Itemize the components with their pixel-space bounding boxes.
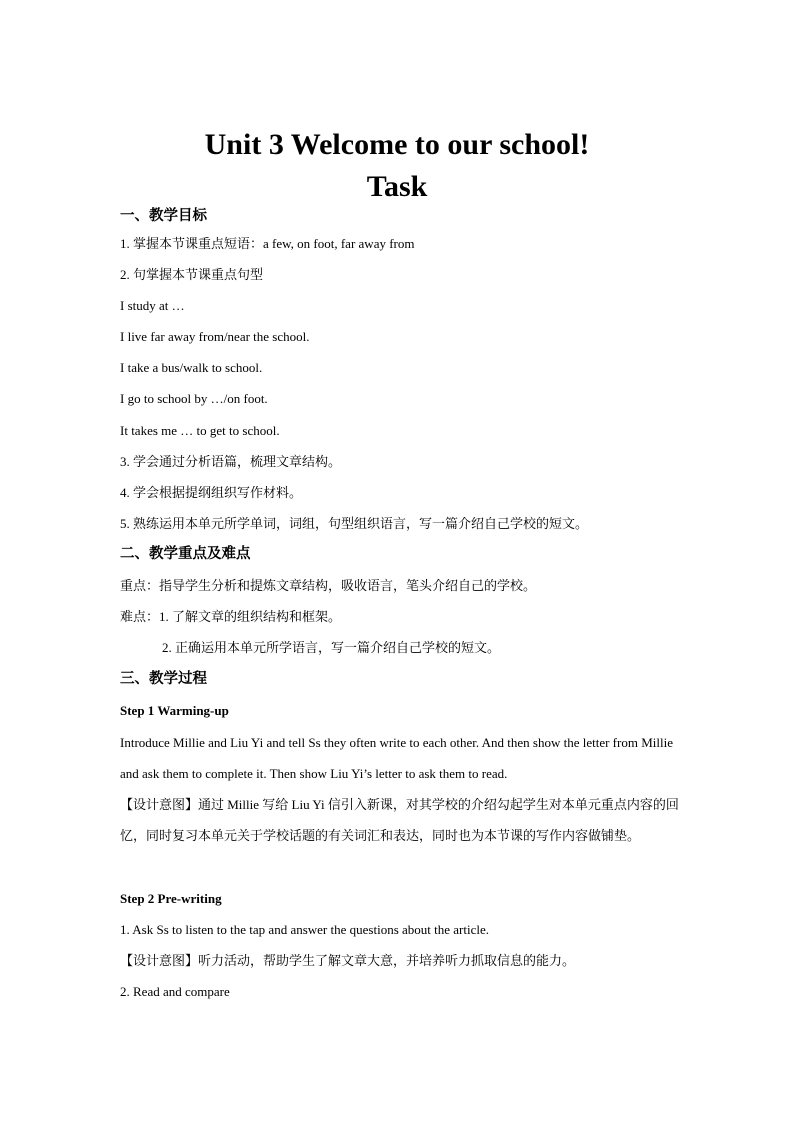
objective-item: 1. 掌握本节课重点短语：a few, on foot, far away from: [120, 236, 415, 251]
step-title: Step 1 Warming-up: [120, 703, 229, 718]
document-title: Unit 3 Welcome to our school!: [204, 128, 590, 161]
key-point: 重点：指导学生分析和提炼文章结构，吸收语言，笔头介绍自己的学校。: [120, 578, 537, 593]
step-body: Introduce Millie and Liu Yi and tell Ss they often write to each other. And then show the letter from Millie and ask them to complete it. Then show Liu Yi’s letter to ask them to read.: [120, 735, 673, 781]
objective-item: 2. 句掌握本节课重点句型: [120, 267, 264, 282]
section-heading-process: 三、教学过程: [120, 671, 207, 687]
step-item: 1. Ask Ss to listen to the tap and answer the questions about the article.: [120, 922, 489, 937]
difficulty-item: 2. 正确运用本单元所学语言，写一篇介绍自己学校的短文。: [162, 640, 501, 655]
step-item: 2. Read and compare: [120, 984, 230, 999]
key-sentence: I take a bus/walk to school.: [120, 360, 263, 375]
objective-item: 5. 熟练运用本单元所学单词，词组，句型组织语言，写一篇介绍自己学校的短文。: [120, 516, 589, 531]
step-title: Step 2 Pre-writing: [120, 891, 222, 906]
design-intent: 【设计意图】通过 Millie 写给 Liu Yi 信引入新课，对其学校的介绍勾起学生对本单元重点内容的回忆，同时复习本单元关于学校话题的有关词汇和表达，同时也为本节课的写作内容做铺垫。: [120, 797, 679, 843]
objective-item: 3. 学会通过分析语篇，梳理文章结构。: [120, 454, 342, 469]
section-heading-objectives: 一、教学目标: [120, 208, 207, 224]
document-subtitle: Task: [366, 170, 428, 203]
key-sentence: I study at …: [120, 298, 185, 313]
section-heading-key-points: 二、教学重点及难点: [120, 546, 251, 562]
design-intent: 【设计意图】听力活动，帮助学生了解文章大意，并培养听力抓取信息的能力。: [120, 953, 576, 968]
key-sentence: I live far away from/near the school.: [120, 329, 310, 344]
key-sentence: I go to school by …/on foot.: [120, 391, 268, 406]
objective-item: 4. 学会根据提纲组织写作材料。: [120, 485, 303, 500]
key-sentence: It takes me … to get to school.: [120, 423, 280, 438]
difficulty-item: 难点：1. 了解文章的组织结构和框架。: [120, 609, 342, 624]
